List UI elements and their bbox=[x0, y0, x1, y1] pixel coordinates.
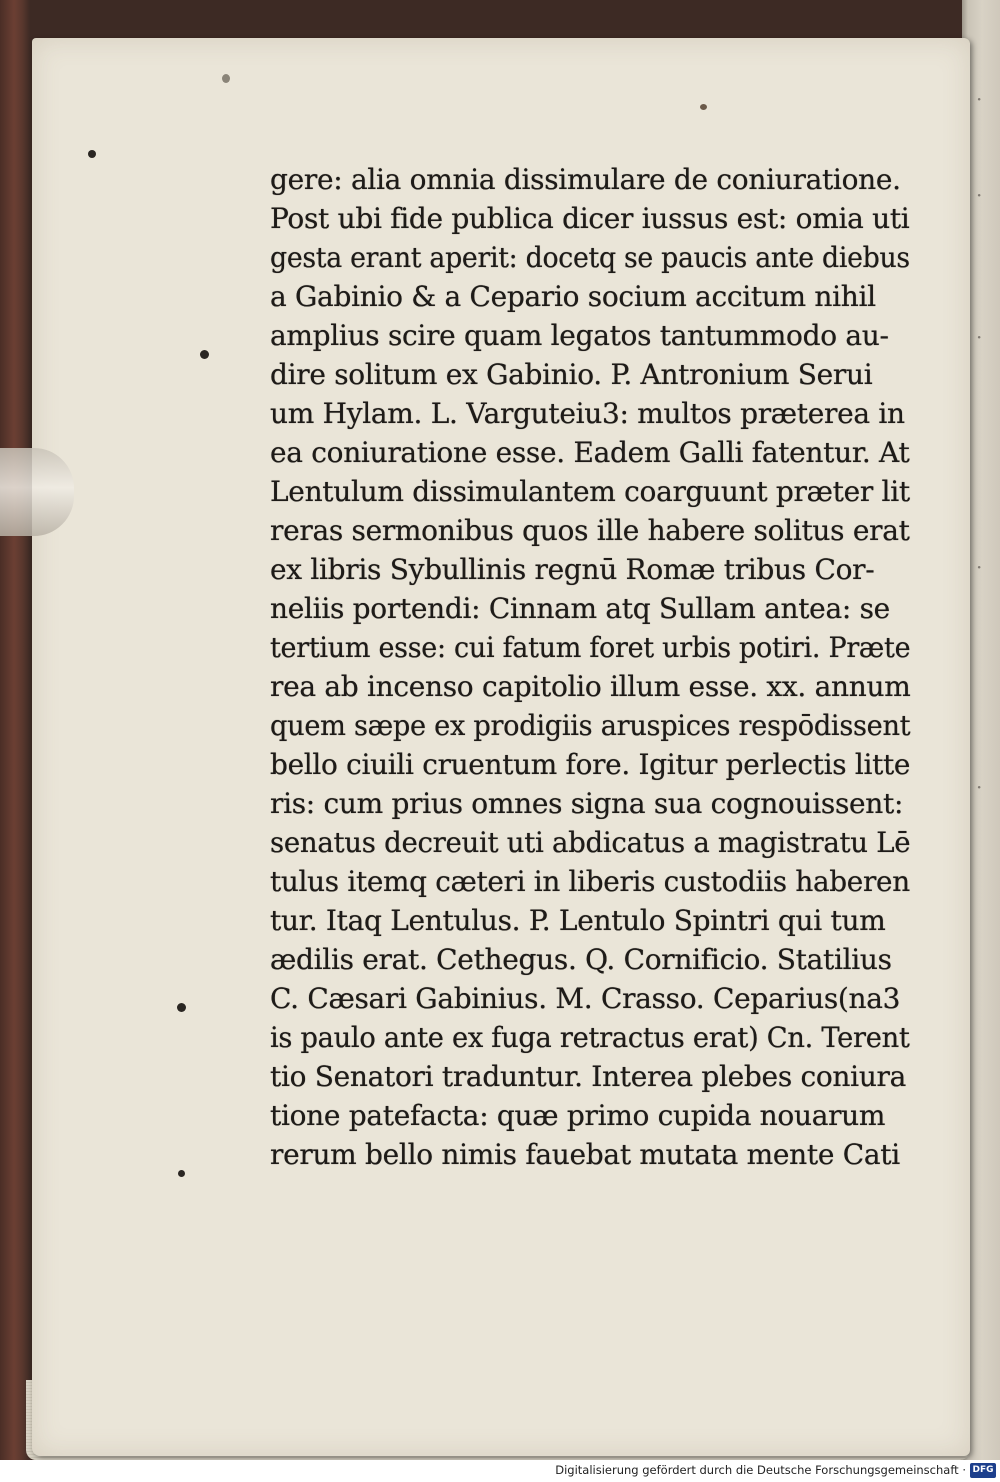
paper-spot bbox=[700, 104, 707, 110]
text-line: ris: cum prius omnes signa sua cognouissent: bbox=[270, 787, 904, 820]
text-line: Lentulum dissimulantem coarguunt præter lit bbox=[270, 475, 910, 508]
text-line: neliis portendi: Cinnam atq Sullam antea: se bbox=[270, 592, 890, 625]
text-line: tur. Itaq Lentulus. P. Lentulo Spintri qui tum bbox=[270, 904, 886, 937]
text-line: a Gabinio & a Cepario socium accitum nihil bbox=[270, 280, 876, 313]
text-line: ædilis erat. Cethegus. Q. Cornificio. Statilius bbox=[270, 943, 892, 976]
text-line: quem sæpe ex prodigiis aruspices respōdissent bbox=[270, 709, 911, 742]
text-line: dire solitum ex Gabinio. P. Antronium Serui bbox=[270, 358, 873, 391]
text-line: rea ab incenso capitolio illum esse. xx. annum bbox=[270, 670, 911, 703]
paper-spot bbox=[178, 1170, 185, 1177]
text-line: C. Cæsari Gabinius. M. Crasso. Ceparius(na3 bbox=[270, 982, 901, 1015]
paper-spot bbox=[88, 150, 96, 158]
facing-page-edge: · · · · · bbox=[962, 0, 1000, 1460]
digitization-footer bbox=[0, 1460, 1000, 1482]
page-clip bbox=[0, 448, 74, 536]
text-line: amplius scire quam legatos tantummodo au- bbox=[270, 319, 889, 352]
text-line: is paulo ante ex fuga retractus erat) Cn. Terent bbox=[270, 1021, 910, 1054]
text-line: ex libris Sybullinis regnū Romæ tribus Cor- bbox=[270, 553, 875, 586]
text-line: gesta erant aperit: docetq se paucis ante diebus bbox=[270, 241, 910, 274]
paper-spot bbox=[200, 350, 209, 359]
text-line: bello ciuili cruentum fore. Igitur perlectis litte bbox=[270, 748, 911, 781]
text-line: tulus itemq cæteri in liberis custodiis haberen bbox=[270, 865, 910, 898]
text-line: rerum bello nimis fauebat mutata mente Cati bbox=[270, 1138, 900, 1171]
paper-spot bbox=[222, 74, 230, 83]
footer-credit: Digitalisierung gefördert durch die Deutsche Forschungsgemeinschaft · bbox=[555, 1463, 966, 1477]
text-line: Post ubi fide publica dicer iussus est: omia uti bbox=[270, 202, 910, 235]
text-line: ea coniuratione esse. Eadem Galli fatentur. At bbox=[270, 436, 910, 469]
text-line: reras sermonibus quos ille habere solitus erat bbox=[270, 514, 910, 547]
paper-spot bbox=[177, 1003, 186, 1012]
text-line: um Hylam. L. Varguteiu3: multos præterea in bbox=[270, 397, 905, 430]
text-line: senatus decreuit uti abdicatus a magistratu Lē bbox=[270, 826, 911, 859]
dfg-logo: DFG bbox=[970, 1463, 996, 1478]
text-line: tertium esse: cui fatum foret urbis potiri. Præte bbox=[270, 631, 911, 664]
text-line: tio Senatori traduntur. Interea plebes coniura bbox=[270, 1060, 907, 1093]
text-line: gere: alia omnia dissimulare de coniuratione. bbox=[270, 163, 901, 196]
text-line: tione patefacta: quæ primo cupida nouarum bbox=[270, 1099, 886, 1132]
